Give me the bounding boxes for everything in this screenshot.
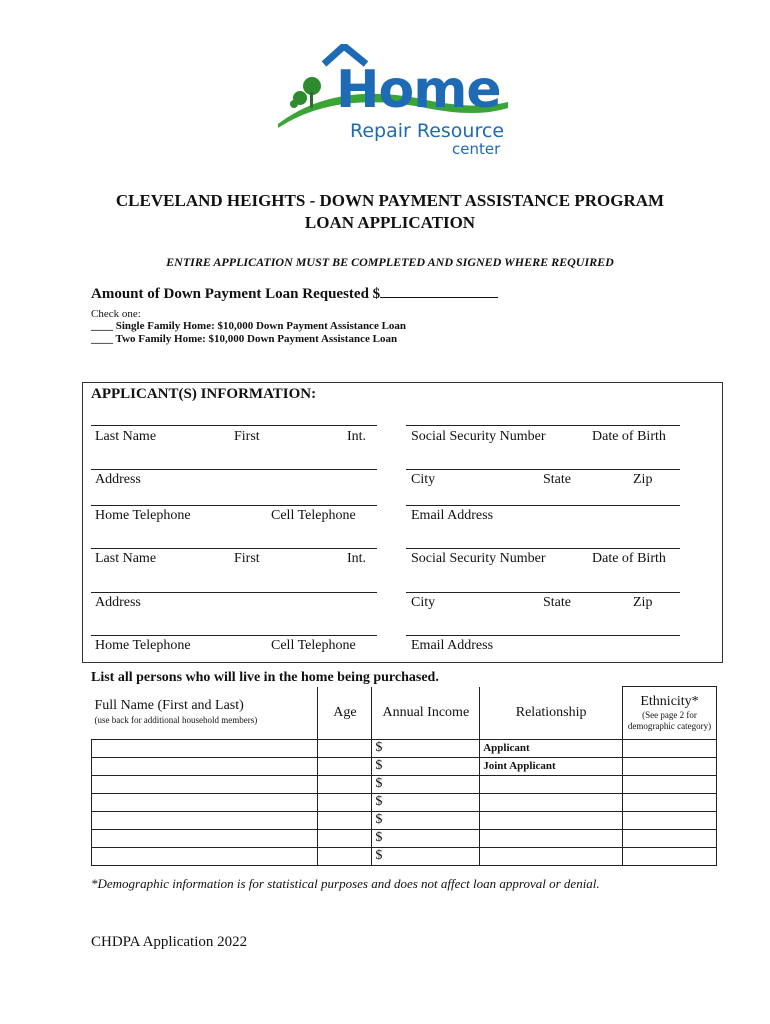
logo-subtitle: Repair Resource [350,120,505,142]
cell-telephone-label: Cell Telephone [271,508,356,523]
logo-home-text: Home [336,60,501,120]
city-label: City [411,595,436,610]
household-table [91,686,717,866]
last-name-label: Last Name [95,429,157,444]
relationship-applicant[interactable]: Applicant [480,739,623,757]
page-subtitle: ENTIRE APPLICATION MUST BE COMPLETED AND SIGNED WHERE REQUIRED [166,255,614,269]
logo [276,44,512,160]
table-row[interactable] [92,829,717,847]
field-line[interactable] [406,635,680,636]
currency-sign[interactable]: $ [372,811,480,829]
cell-telephone-label: Cell Telephone [271,638,356,653]
field-line[interactable] [91,469,377,470]
state-label: State [543,595,571,610]
page-title: CLEVELAND HEIGHTS - DOWN PAYMENT ASSISTANCE PROGRAM [115,191,665,210]
first-name-label: First [234,429,260,444]
table-row[interactable] [92,793,717,811]
dob-label: Date of Birth [592,551,666,566]
home-telephone-label: Home Telephone [95,508,191,523]
col-relationship: Relationship [480,687,623,740]
option-single-family[interactable]: ____ Single Family Home: $10,000 Down Payment Assistance Loan [91,320,407,332]
field-line[interactable] [406,425,680,426]
zip-label: Zip [633,472,653,487]
table-row[interactable] [92,739,717,757]
state-label: State [543,472,571,487]
field-line[interactable] [406,505,680,506]
currency-sign[interactable]: $ [372,757,480,775]
amount-requested-row [91,283,498,303]
option-two-family[interactable]: ____ Two Family Home: $10,000 Down Payment Assistance Loan [91,333,398,345]
currency-sign[interactable]: $ [372,847,480,865]
col-full-name: Full Name (First and Last) [94,698,244,713]
field-line[interactable] [406,548,680,549]
col-ethnicity: Ethnicity* [640,693,699,709]
initial-label: Int. [347,551,367,566]
table-header-row [92,687,717,740]
col-ethnicity-note: (See page 2 for demographic category) [627,709,712,731]
currency-sign[interactable]: $ [372,829,480,847]
first-name-label: First [234,551,260,566]
ssn-label: Social Security Number [411,551,546,566]
col-age: Age [318,687,372,740]
footer-text: CHDPA Application 2022 [91,934,248,950]
table-row[interactable] [92,811,717,829]
field-line[interactable] [91,548,377,549]
home-telephone-label: Home Telephone [95,638,191,653]
table-row[interactable] [92,847,717,865]
email-label: Email Address [411,638,494,653]
city-label: City [411,472,436,487]
col-annual-income: Annual Income [372,687,480,740]
currency-sign[interactable]: $ [372,793,480,811]
field-line[interactable] [91,505,377,506]
amount-requested-label: Amount of Down Payment Loan Requested $ [91,286,381,302]
ssn-label: Social Security Number [411,429,546,444]
initial-label: Int. [347,429,367,444]
zip-label: Zip [633,595,653,610]
section-title: APPLICANT(S) INFORMATION: [91,386,317,402]
field-line[interactable] [406,469,680,470]
field-line[interactable] [91,592,377,593]
field-line[interactable] [91,425,377,426]
check-one-label: Check one: [91,308,141,320]
logo-subtitle-2: center [452,140,501,158]
table-row[interactable] [92,775,717,793]
address-label: Address [95,472,141,487]
page-title-line2: LOAN APPLICATION [304,213,476,232]
col-full-name-note: (use back for additional household members) [94,715,258,725]
currency-sign[interactable]: $ [372,739,480,757]
field-line[interactable] [91,635,377,636]
demographic-note: *Demographic information is for statistical purposes and does not affect loan approval or denial. [91,876,600,891]
currency-sign[interactable]: $ [372,775,480,793]
last-name-label: Last Name [95,551,157,566]
email-label: Email Address [411,508,494,523]
field-line[interactable] [406,592,680,593]
amount-requested-field[interactable] [380,283,498,298]
dob-label: Date of Birth [592,429,666,444]
household-heading: List all persons who will live in the home being purchased. [91,670,439,685]
relationship-joint-applicant[interactable]: Joint Applicant [480,757,623,775]
table-row[interactable] [92,757,717,775]
address-label: Address [95,595,141,610]
